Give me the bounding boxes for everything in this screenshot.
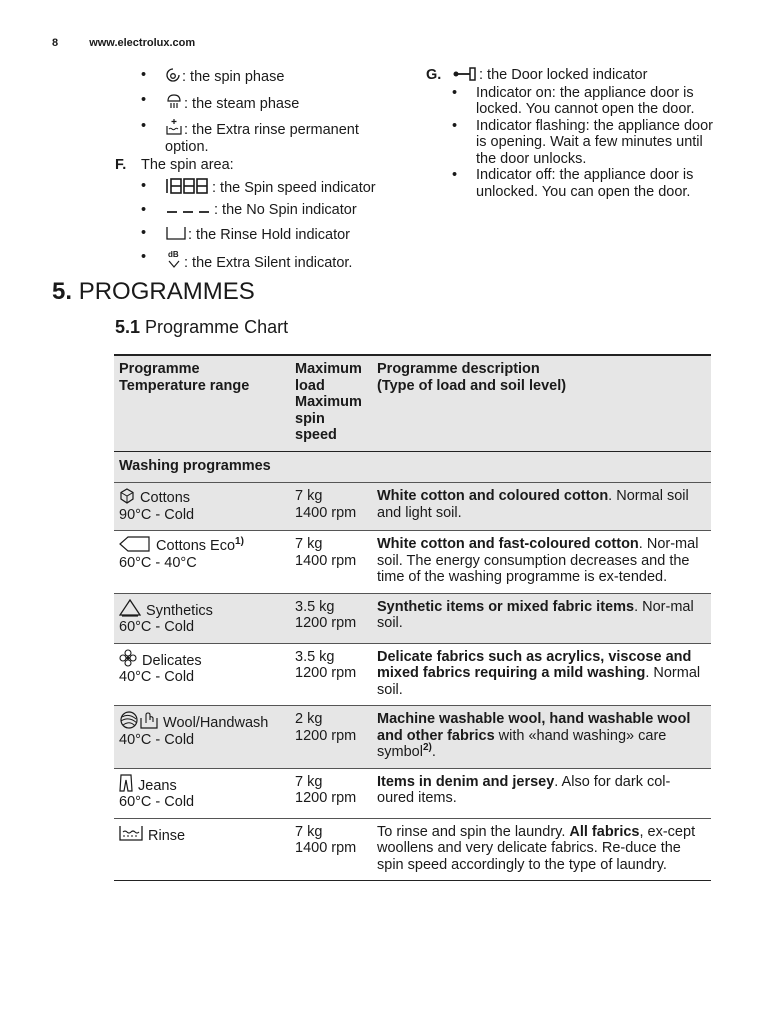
door-locked-icon <box>452 67 478 81</box>
extra-rinse-icon <box>165 118 183 136</box>
rinse-hold-icon <box>165 225 187 241</box>
programme-name: Cottons Eco <box>156 538 236 554</box>
programme-description: White cotton and fast-coloured cotton. Nor-mal soil. The energy consumption decreases and the time of the washing programme is ex-tended. <box>377 536 699 585</box>
list-item: • : the No Spin indicator <box>141 202 401 219</box>
list-item: • : the Spin speed indicator <box>141 178 401 197</box>
list-item: • : the Rinse Hold indicator <box>141 225 401 244</box>
svg-text:dB: • dB <box>168 250 179 259</box>
spin-area-heading: F. The spin area: <box>115 157 234 173</box>
temperature-range: 90°C - Cold <box>119 506 195 523</box>
section-title: 5. PROGRAMMES <box>52 278 255 305</box>
table-row: Cottons 90°C - Cold 7 kg 1400 rpm White cotton and coloured cotton. Normal soil and light soil. <box>114 483 711 531</box>
no-spin-dashes-icon <box>165 204 213 216</box>
table-row: Wool/Handwash 40°C - Cold 2 kg 1200 rpm Machine washable wool, hand washable wool and other fabrics with «hand washing» care symbol$^{2)}$. <box>114 706 711 769</box>
temperature-range: 60°C - Cold <box>119 794 195 810</box>
spin-phase-icon <box>165 67 181 83</box>
page-number: 8 <box>52 37 59 49</box>
left-column <box>115 67 401 272</box>
steam-phase-icon <box>165 92 183 110</box>
table-header-row <box>114 355 711 451</box>
table-row: Delicates 40°C - Cold 3.5 kg 1200 rpm Delicate fabrics such as acrylics, viscose and mixed fabrics requiring a mild washing. Normal soil. <box>114 643 711 706</box>
programme-description: White cotton and coloured cotton. Normal soil and light soil. <box>377 488 689 521</box>
temperature-range: 40°C - Cold <box>119 731 195 748</box>
synthetics-icon <box>119 599 141 617</box>
list-item: • : the Extra rinse permanent option. <box>141 118 401 155</box>
header-description: Programme description (Type of load and soil level) <box>377 361 567 394</box>
programme-name: Wool/Handwash <box>163 715 269 731</box>
list-item: • Indicator flashing: the appliance door is opening. Wait a few minutes until the door unlocks. <box>452 118 717 168</box>
door-locked-heading: G. : the Door locked indicator <box>426 67 648 83</box>
rinse-icon <box>119 824 143 842</box>
website-link[interactable]: www.electrolux.com <box>89 37 196 49</box>
programme-description: Synthetic items or mixed fabric items. Nor-mal soil. <box>377 598 694 631</box>
page-header <box>52 37 195 49</box>
programme-description: Items in denim and jersey. Also for dark col-oured items. <box>377 773 671 806</box>
table-row: Rinse 7 kg 1400 rpm To rinse and spin the laundry. All fabrics, ex-cept woollens and very delicate fabrics. Re-duce the spin speed accordingly to the type of laundry. <box>114 818 711 881</box>
table-row: Jeans 60°C - Cold 7 kg 1200 rpm Items in denim and jersey. Also for dark col-oured items. <box>114 768 711 818</box>
table-row: Cottons Eco$^{1)}$ 60°C - 40°C 7 kg 1400 rpm White cotton and fast-coloured cotton. Nor-mal soil. The energy consumption decreases and the time of the washing programme is ex-tended. <box>114 531 711 594</box>
right-column <box>426 67 717 200</box>
list-item: • dB : the Extra Silent indicator. <box>141 249 401 272</box>
programme-name: Delicates <box>142 652 202 669</box>
header-load-spin: Maximum load Maximum spin speed <box>295 361 362 443</box>
list-item: • Indicator off: the appliance door is unlocked. You can open the door. <box>452 167 717 200</box>
section-row: Washing programmes <box>114 451 711 483</box>
list-item: • : the spin phase <box>141 67 401 86</box>
programme-name: Jeans <box>138 777 177 794</box>
header-programme: Programme Temperature range <box>119 361 250 394</box>
programme-description: To rinse and spin the laundry. All fabrics, ex-cept woollens and very delicate fabrics. Re-duce the spin speed accordingly to the type of laundry. <box>377 823 696 873</box>
programme-name: Synthetics <box>146 602 213 619</box>
wool-ball-icon <box>119 711 139 729</box>
programme-description: Delicate fabrics such as acrylics, viscose and mixed fabrics requiring a mild washing. Normal soil. <box>377 648 701 698</box>
cottons-icon <box>119 488 135 504</box>
handwash-icon <box>140 711 158 729</box>
programme-name: Cottons <box>140 490 191 506</box>
temperature-range: 60°C - 40°C <box>119 554 197 571</box>
extra-silent-icon <box>165 249 183 269</box>
delicates-flower-icon <box>119 649 137 667</box>
cottons-eco-icon <box>119 536 151 552</box>
list-item: • : the steam phase <box>141 92 401 113</box>
programme-chart-table <box>114 354 711 881</box>
programme-name: Rinse <box>148 827 186 844</box>
jeans-icon <box>119 774 133 792</box>
list-item: • Indicator on: the appliance door is locked. You cannot open the door. <box>452 85 717 118</box>
temperature-range: 40°C - Cold <box>119 669 195 685</box>
temperature-range: 60°C - Cold <box>119 619 195 635</box>
spin-speed-digits-icon <box>165 178 211 194</box>
programme-description: Machine washable wool, hand washable wool and other fabrics with «hand washing» care symbol$^{2)}$. <box>377 711 691 760</box>
table-row: Synthetics 60°C - Cold 3.5 kg 1200 rpm Synthetic items or mixed fabric items. Nor-mal soil. <box>114 593 711 643</box>
subsection-title: 5.1 Programme Chart <box>115 317 289 337</box>
